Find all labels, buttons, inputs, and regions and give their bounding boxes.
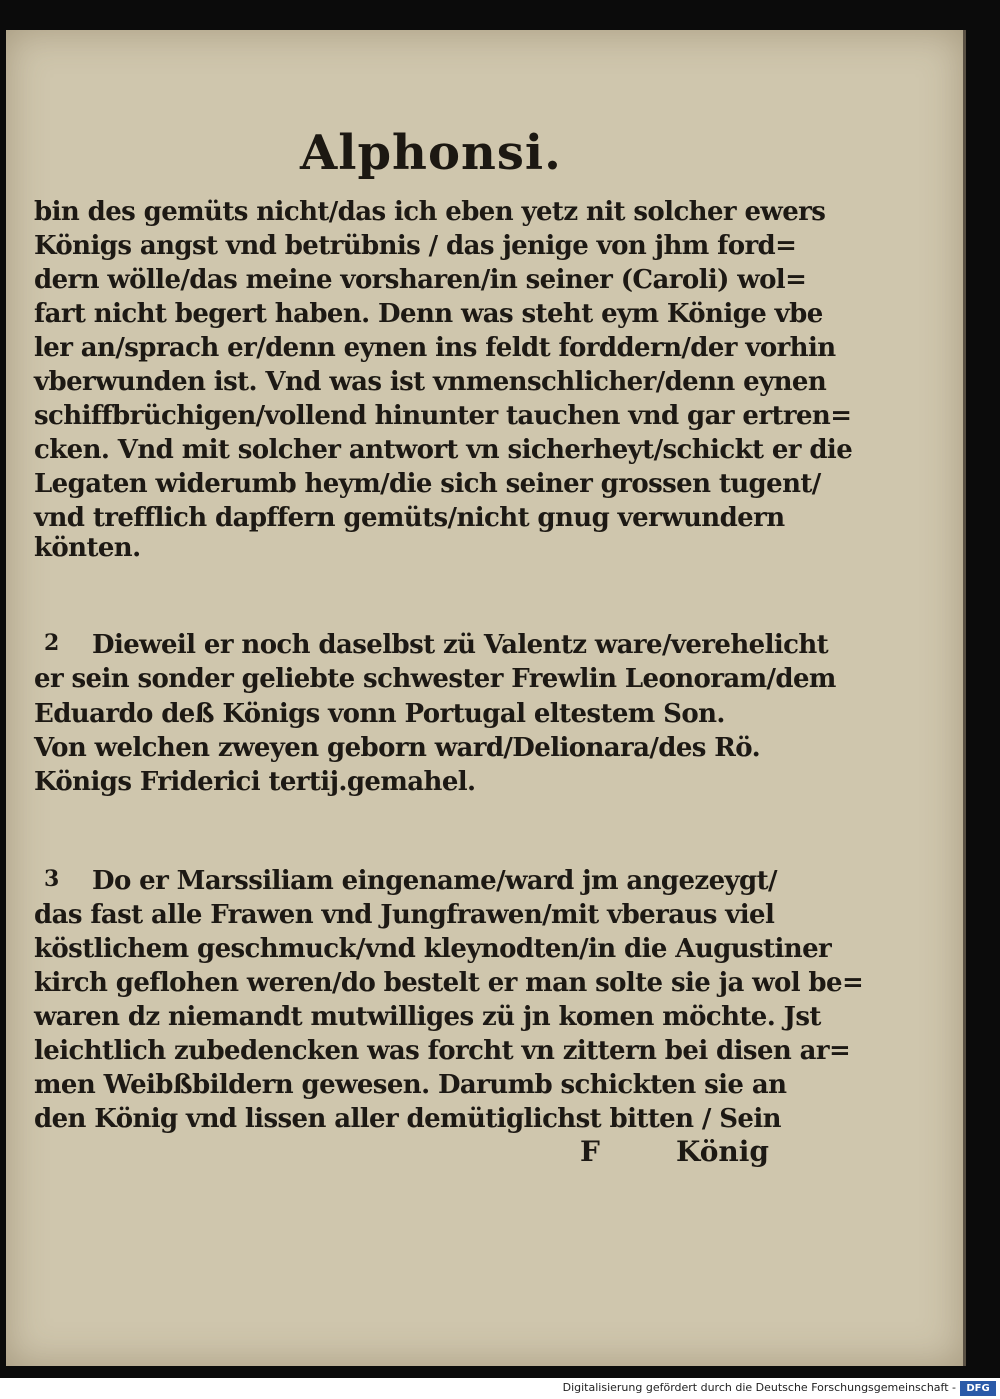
text-line: kirch geflohen weren/do bestelt er man solte sie ja wol be= bbox=[34, 968, 864, 998]
text-line: leichtlich zubedencken was forcht vn zittern bei disen ar= bbox=[34, 1036, 851, 1066]
text-line: ler an/sprach er/denn eynen ins feldt forddern/der vorhin bbox=[34, 333, 836, 363]
text-line: köstlichem geschmuck/vnd kleynodten/in die Augustiner bbox=[34, 934, 832, 964]
page-edge bbox=[963, 30, 966, 1366]
catchword: König bbox=[676, 1135, 769, 1168]
text-line: Dieweil er noch daselbst zü Valentz ware/verehelicht bbox=[92, 630, 829, 660]
paragraph-number: 2 bbox=[44, 630, 60, 656]
text-line: Do er Marssiliam eingename/ward jm angezeygt/ bbox=[92, 866, 777, 896]
text-line: men Weibßbildern gewesen. Darumb schickten sie an bbox=[34, 1070, 787, 1100]
text-line: waren dz niemandt mutwilliges zü jn komen möchte. Jst bbox=[34, 1002, 821, 1032]
footer-bar bbox=[0, 1378, 1000, 1399]
text-line: dern wölle/das meine vorsharen/in seiner (Caroli) wol= bbox=[34, 265, 807, 295]
signature-mark: F bbox=[580, 1135, 600, 1168]
paragraph-number: 3 bbox=[44, 866, 60, 892]
text-line: cken. Vnd mit solcher antwort vn sicherheyt/schickt er die bbox=[34, 435, 853, 465]
text-line: bin des gemüts nicht/das ich eben yetz nit solcher ewers bbox=[34, 197, 826, 227]
text-line: Legaten widerumb heym/die sich seiner grossen tugent/ bbox=[34, 469, 821, 499]
text-line: Von welchen zweyen geborn ward/Delionara/des Rö. bbox=[34, 733, 761, 763]
text-line: vberwunden ist. Vnd was ist vnmenschlicher/denn eynen bbox=[34, 367, 827, 397]
text-line: könten. bbox=[34, 533, 141, 563]
text-line: das fast alle Frawen vnd Jungfrawen/mit vberaus viel bbox=[34, 900, 775, 930]
text-line: er sein sonder geliebte schwester Frewlin Leonoram/dem bbox=[34, 664, 836, 694]
funding-credit: Digitalisierung gefördert durch die Deutsche Forschungsgemeinschaft - bbox=[562, 1381, 956, 1394]
text-line: Eduardo deß Königs vonn Portugal eltestem Son. bbox=[34, 699, 725, 729]
text-line: fart nicht begert haben. Denn was steht eym Könige vbe bbox=[34, 299, 823, 329]
text-line: den König vnd lissen aller demütiglichst bitten / Sein bbox=[34, 1104, 781, 1134]
text-line: Königs Friderici tertij.gemahel. bbox=[34, 767, 476, 797]
running-head: Alphonsi. bbox=[300, 125, 562, 181]
text-line: schiffbrüchigen/vollend hinunter tauchen vnd gar ertren= bbox=[34, 401, 852, 431]
text-line: Königs angst vnd betrübnis / das jenige von jhm ford= bbox=[34, 231, 797, 261]
text-line: vnd trefflich dapffern gemüts/nicht gnug verwundern bbox=[34, 503, 785, 533]
dfg-logo[interactable]: DFG bbox=[960, 1381, 996, 1396]
